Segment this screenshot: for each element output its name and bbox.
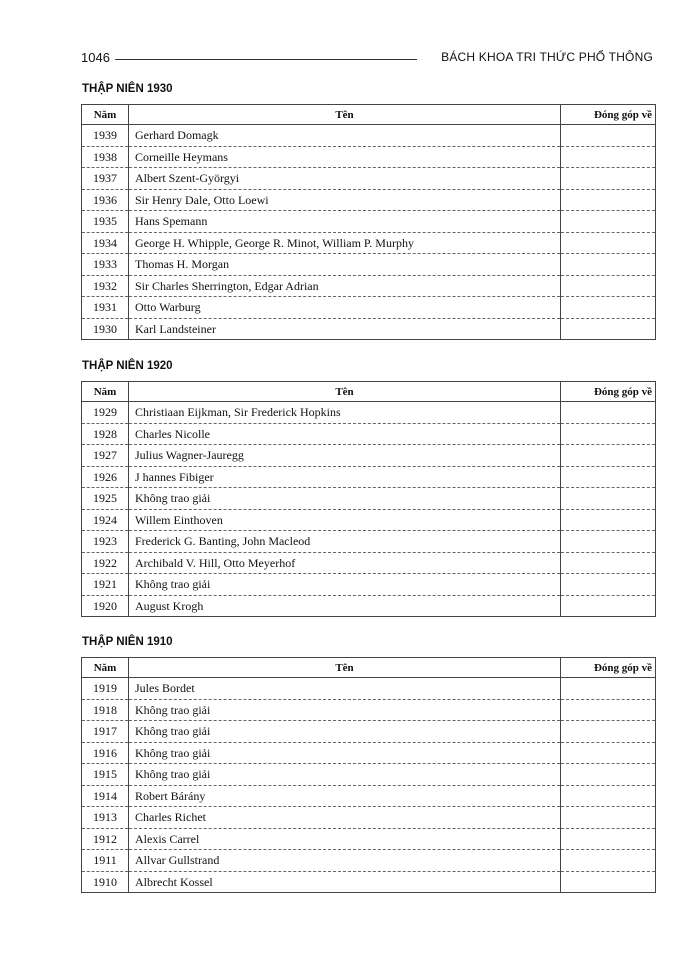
year-cell: 1931 [82,297,129,319]
name-cell: August Krogh [129,595,561,617]
contribution-cell [561,531,656,553]
header-rule [115,59,417,60]
contribution-cell [561,871,656,893]
contribution-cell [561,785,656,807]
year-cell: 1934 [82,232,129,254]
contribution-cell [561,764,656,786]
name-cell: Sir Charles Sherrington, Edgar Adrian [129,275,561,297]
year-cell: 1912 [82,828,129,850]
running-title: BÁCH KHOA TRI THỨC PHỔ THÔNG [441,50,653,64]
contribution-cell [561,699,656,721]
name-cell: Robert Bárány [129,785,561,807]
year-cell: 1911 [82,850,129,872]
name-cell: Karl Landsteiner [129,318,561,340]
decade-section-1920 [81,357,655,617]
year-cell: 1930 [82,318,129,340]
name-cell: J hannes Fibiger [129,466,561,488]
decade-section-1910 [81,633,655,893]
contribution-cell [561,402,656,424]
table-row [82,466,656,488]
name-cell: Không trao giải [129,721,561,743]
table-row [82,595,656,617]
table-row [82,254,656,276]
year-cell: 1910 [82,871,129,893]
name-cell: Không trao giải [129,488,561,510]
year-cell: 1923 [82,531,129,553]
contribution-cell [561,297,656,319]
year-cell: 1937 [82,168,129,190]
year-cell: 1915 [82,764,129,786]
name-cell: Hans Spemann [129,211,561,233]
name-cell: Không trao giải [129,699,561,721]
contribution-cell [561,168,656,190]
page-header [81,50,653,70]
table-row [82,807,656,829]
name-cell: Không trao giải [129,764,561,786]
year-cell: 1914 [82,785,129,807]
table-row [82,232,656,254]
name-cell: Gerhard Domagk [129,125,561,147]
contribution-cell [561,850,656,872]
table-row [82,785,656,807]
table-row [82,871,656,893]
name-cell: Alexis Carrel [129,828,561,850]
table-row [82,168,656,190]
contribution-cell [561,232,656,254]
contribution-cell [561,275,656,297]
laureate-table [81,104,656,340]
year-cell: 1924 [82,509,129,531]
page-number: 1046 [81,50,110,65]
table-row [82,445,656,467]
year-cell: 1922 [82,552,129,574]
name-cell: Charles Nicolle [129,423,561,445]
table-header-row [82,105,656,125]
contribution-cell [561,318,656,340]
contribution-cell [561,423,656,445]
contribution-cell [561,595,656,617]
table-row [82,678,656,700]
column-header-year: Năm [82,105,129,125]
year-cell: 1917 [82,721,129,743]
year-cell: 1926 [82,466,129,488]
column-header-year: Năm [82,658,129,678]
table-row [82,318,656,340]
contribution-cell [561,146,656,168]
year-cell: 1919 [82,678,129,700]
contribution-cell [561,466,656,488]
contribution-cell [561,807,656,829]
table-row [82,297,656,319]
section-title: THẬP NIÊN 1920 [82,360,173,372]
table-row [82,721,656,743]
column-header-contribution: Đóng góp về [561,105,656,125]
year-cell: 1928 [82,423,129,445]
year-cell: 1936 [82,189,129,211]
contribution-cell [561,509,656,531]
table-row [82,275,656,297]
table-row [82,146,656,168]
table-header-row [82,382,656,402]
column-header-name: Tên [129,105,561,125]
contribution-cell [561,488,656,510]
year-cell: 1938 [82,146,129,168]
contribution-cell [561,574,656,596]
table-row [82,828,656,850]
year-cell: 1918 [82,699,129,721]
name-cell: Christiaan Eijkman, Sir Frederick Hopkins [129,402,561,424]
name-cell: Albert Szent-Györgyi [129,168,561,190]
name-cell: Albrecht Kossel [129,871,561,893]
contribution-cell [561,721,656,743]
contribution-cell [561,678,656,700]
table-row [82,189,656,211]
year-cell: 1921 [82,574,129,596]
column-header-name: Tên [129,658,561,678]
name-cell: Không trao giải [129,574,561,596]
table-row [82,509,656,531]
name-cell: Archibald V. Hill, Otto Meyerhof [129,552,561,574]
year-cell: 1925 [82,488,129,510]
table-row [82,125,656,147]
contribution-cell [561,211,656,233]
table-header-row [82,658,656,678]
column-header-contribution: Đóng góp về [561,382,656,402]
year-cell: 1920 [82,595,129,617]
table-row [82,764,656,786]
table-row [82,531,656,553]
table-row [82,423,656,445]
name-cell: Jules Bordet [129,678,561,700]
contribution-cell [561,828,656,850]
name-cell: Julius Wagner-Jauregg [129,445,561,467]
column-header-year: Năm [82,382,129,402]
year-cell: 1935 [82,211,129,233]
contribution-cell [561,254,656,276]
table-row [82,488,656,510]
table-row [82,402,656,424]
year-cell: 1933 [82,254,129,276]
table-row [82,574,656,596]
table-row [82,552,656,574]
name-cell: Allvar Gullstrand [129,850,561,872]
name-cell: George H. Whipple, George R. Minot, William P. Murphy [129,232,561,254]
column-header-contribution: Đóng góp về [561,658,656,678]
year-cell: 1916 [82,742,129,764]
name-cell: Thomas H. Morgan [129,254,561,276]
table-row [82,699,656,721]
laureate-table [81,657,656,893]
name-cell: Frederick G. Banting, John Macleod [129,531,561,553]
name-cell: Corneille Heymans [129,146,561,168]
contribution-cell [561,189,656,211]
year-cell: 1913 [82,807,129,829]
table-row [82,211,656,233]
name-cell: Charles Richet [129,807,561,829]
decade-section-1930 [81,80,655,340]
name-cell: Sir Henry Dale, Otto Loewi [129,189,561,211]
name-cell: Willem Einthoven [129,509,561,531]
year-cell: 1932 [82,275,129,297]
laureate-table [81,381,656,617]
section-title: THẬP NIÊN 1910 [82,636,173,648]
year-cell: 1939 [82,125,129,147]
column-header-name: Tên [129,382,561,402]
section-title: THẬP NIÊN 1930 [82,83,173,95]
contribution-cell [561,125,656,147]
name-cell: Không trao giải [129,742,561,764]
contribution-cell [561,552,656,574]
table-row [82,742,656,764]
contribution-cell [561,742,656,764]
contribution-cell [561,445,656,467]
table-row [82,850,656,872]
year-cell: 1927 [82,445,129,467]
name-cell: Otto Warburg [129,297,561,319]
year-cell: 1929 [82,402,129,424]
